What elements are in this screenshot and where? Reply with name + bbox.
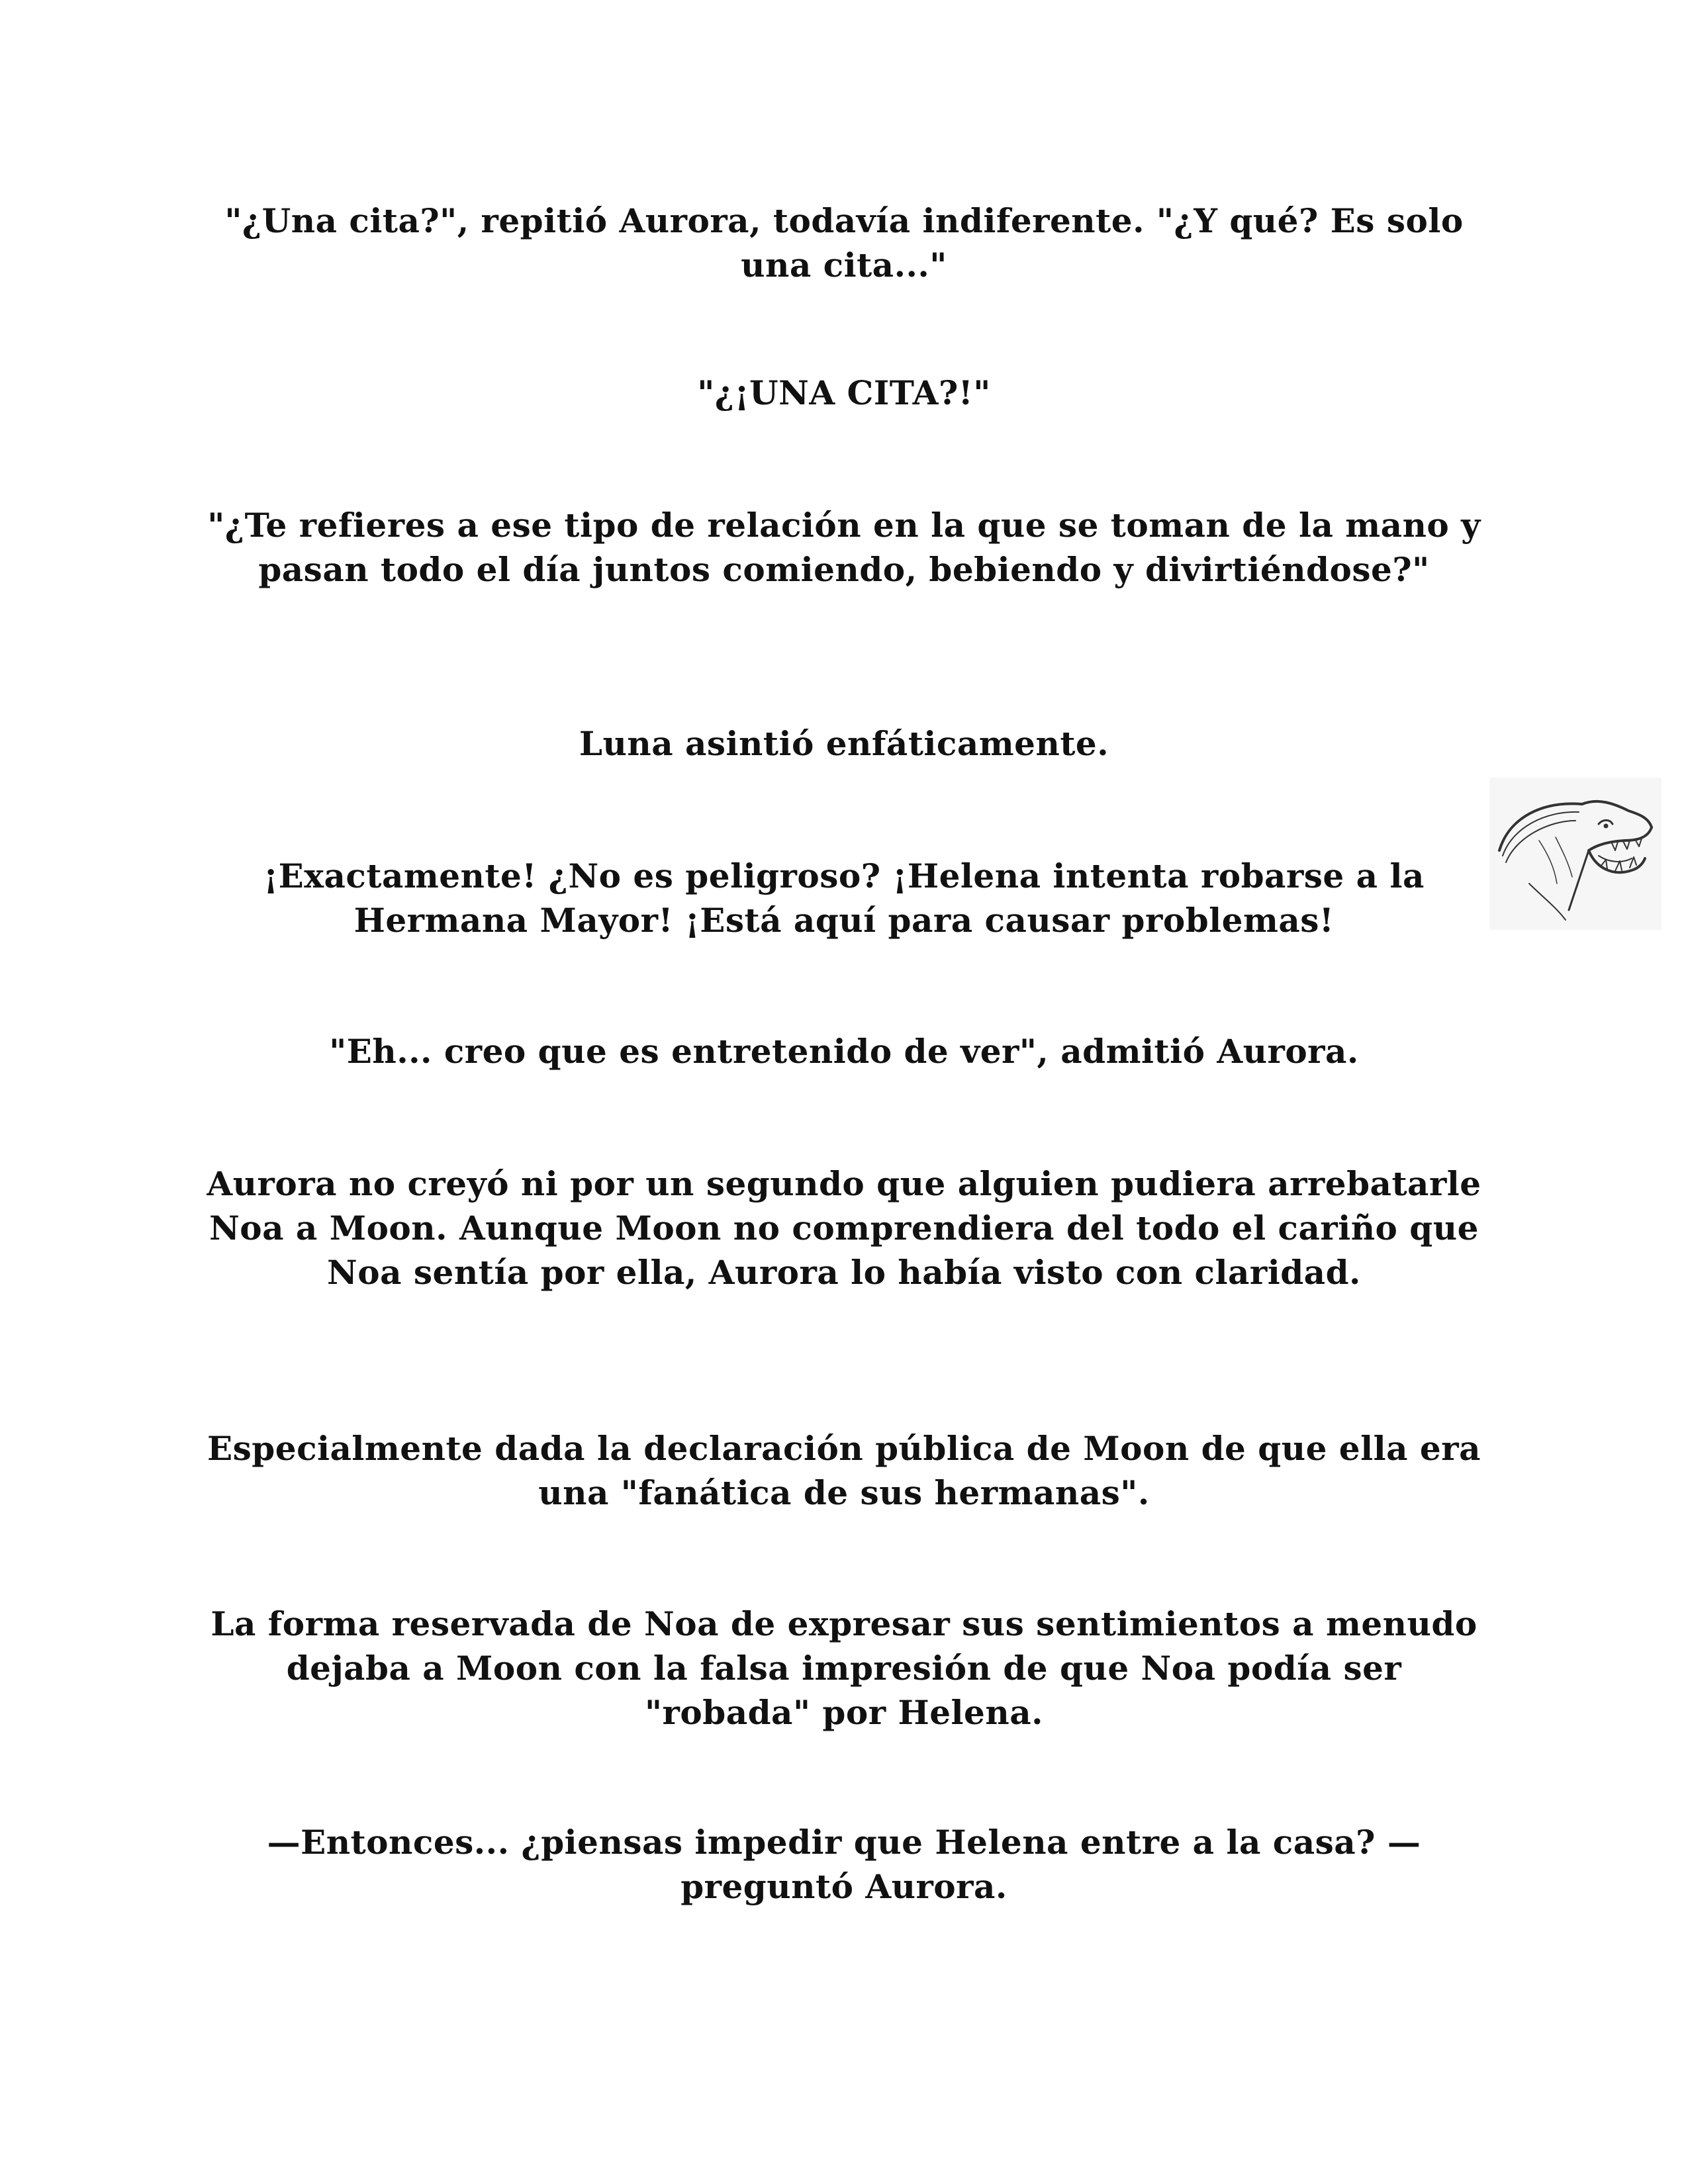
paragraph-2: "¿¡UNA CITA?!" (697, 373, 991, 412)
paragraph-7: Aurora no creyó ni por un segundo que alguien pudiera arrebatarle Noa a Moon. Aunque Moon no comprendiera del todo el cariño que Noa sentía por ella, Aurora lo había visto con claridad. (207, 1164, 1481, 1292)
paragraph-4: Luna asintió enfáticamente. (579, 724, 1109, 763)
paragraph-5: ¡Exactamente! ¿No es peligroso? ¡Helena intenta robarse a la Hermana Mayor! ¡Está aquí para causar problemas! (263, 856, 1425, 940)
paragraph-3: "¿Te refieres a ese tipo de relación en la que se toman de la mano y pasan todo el día juntos comiendo, bebiendo y divirtiéndose?" (207, 506, 1481, 589)
paragraph-6: "Eh... creo que es entretenido de ver", admitió Aurora. (329, 1032, 1359, 1071)
paragraph-9: La forma reservada de Noa de expresar sus sentimientos a menudo dejaba a Moon con la falsa impresión de que Noa podía ser "robada" por Helena. (211, 1604, 1477, 1732)
paragraph-1: "¿Una cita?", repitió Aurora, todavía indiferente. "¿Y qué? Es solo una cita..." (224, 201, 1464, 285)
paragraph-10: —Entonces... ¿piensas impedir que Helena entre a la casa? —preguntó Aurora. (267, 1823, 1421, 1906)
paragraph-8: Especialmente dada la declaración pública de Moon de que ella era una "fanática de sus hermanas". (207, 1429, 1481, 1512)
dinosaur-head-sketch-icon (1489, 778, 1662, 930)
